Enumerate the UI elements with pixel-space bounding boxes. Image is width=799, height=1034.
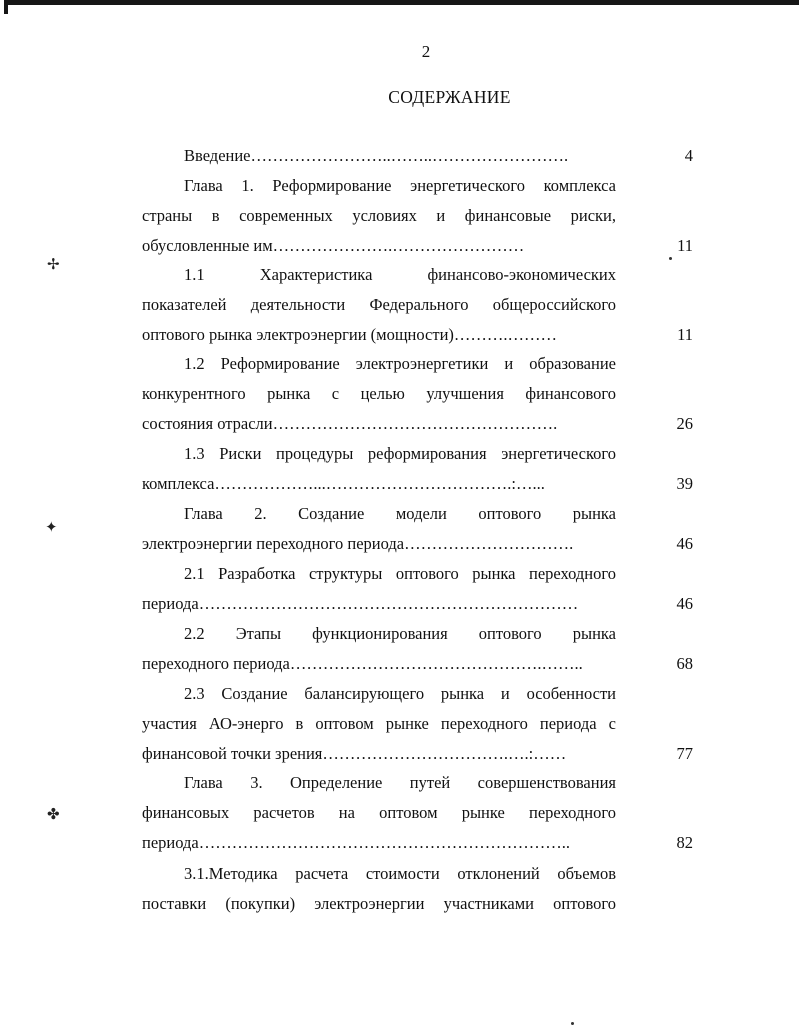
toc-s1-3-line-2: комплекса………………...…………………………….:…...	[142, 474, 545, 493]
toc-s1-3-line-1: 1.3 Риски процедуры реформирования энергетического	[184, 444, 616, 463]
toc-ch1-line-2: страны в современных условиях и финансовые риски,	[142, 206, 616, 225]
toc-s2-1-line-1: 2.1 Разработка структуры оптового рынка переходного	[184, 564, 616, 583]
toc-ch1-line-3: обусловленные им………………….……………………	[142, 236, 525, 255]
toc-s1-2-line-3: состояния отрасли…………………………………………….	[142, 414, 558, 433]
toc-s1-3-page: 39	[676, 474, 693, 493]
toc-s1-2-page: 26	[676, 414, 693, 433]
toc-ch3-line-2: финансовых расчетов на оптовом рынке переходного	[142, 803, 616, 822]
page-title: СОДЕРЖАНИЕ	[388, 87, 511, 107]
toc-s2-3-line-3: финансовой точки зрения…………………………….….:……	[142, 744, 567, 763]
scan-mark-icon: ✢	[47, 255, 60, 273]
toc-ch3-line-3: периода…………………………………………………………..	[142, 833, 570, 852]
toc-ch2-page: 46	[676, 534, 693, 553]
toc-ch2-line-1: Глава 2. Создание модели оптового рынка	[184, 504, 616, 523]
toc-s1-1-line-2: показателей деятельности Федерального общероссийского	[142, 295, 616, 314]
scan-mark-icon: ✦	[45, 518, 58, 536]
toc-s2-3-line-2: участия АО-энерго в оптовом рынке переходного периода с	[142, 714, 616, 733]
toc-intro-page: 4	[684, 146, 693, 165]
toc-s3-1-line-2: поставки (покупки) электроэнергии участниками оптового	[142, 894, 616, 913]
toc-s1-2-line-2: конкурентного рынка с целью улучшения финансового	[142, 384, 616, 403]
toc-s1-1-page: 11	[677, 325, 693, 344]
scan-speck	[571, 1022, 574, 1025]
toc-ch3-line-1: Глава 3. Определение путей совершенствования	[184, 773, 616, 792]
toc-ch2-line-2: электроэнергии переходного периода………………………….	[142, 534, 574, 553]
page-number: 2	[421, 42, 431, 61]
toc-s1-1-line-3: оптового рынка электроэнергии (мощности)……….………	[142, 325, 558, 344]
toc-intro-line: Введение……………………..……..…………………….	[184, 146, 569, 165]
toc-s2-1-page: 46	[676, 594, 693, 613]
toc-s2-2-line-2: переходного периода……………………………………….……..	[142, 654, 583, 673]
toc-s2-2-line-1: 2.2 Этапы функционирования оптового рынка	[184, 624, 616, 643]
scan-mark-icon: ✤	[47, 805, 60, 823]
toc-s2-3-line-1: 2.3 Создание балансирующего рынка и особенности	[184, 684, 616, 703]
toc-ch1-page: 11	[677, 236, 693, 255]
toc-s3-1-line-1: 3.1.Методика расчета стоимости отклонений объемов	[184, 864, 616, 883]
toc-s1-2-line-1: 1.2 Реформирование электроэнергетики и образование	[184, 354, 616, 373]
scan-speck	[669, 257, 672, 260]
toc-s1-1-line-1: 1.1 Характеристика финансово-экономических	[184, 265, 616, 284]
toc-s2-2-page: 68	[676, 654, 693, 673]
scan-top-border	[7, 0, 799, 5]
toc-ch1-line-1: Глава 1. Реформирование энергетического комплекса	[184, 176, 616, 195]
toc-s2-3-page: 77	[676, 744, 693, 763]
toc-s2-1-line-2: периода……………………………………………………………	[142, 594, 579, 613]
toc-ch3-page: 82	[676, 833, 693, 852]
scan-left-border	[4, 0, 8, 14]
